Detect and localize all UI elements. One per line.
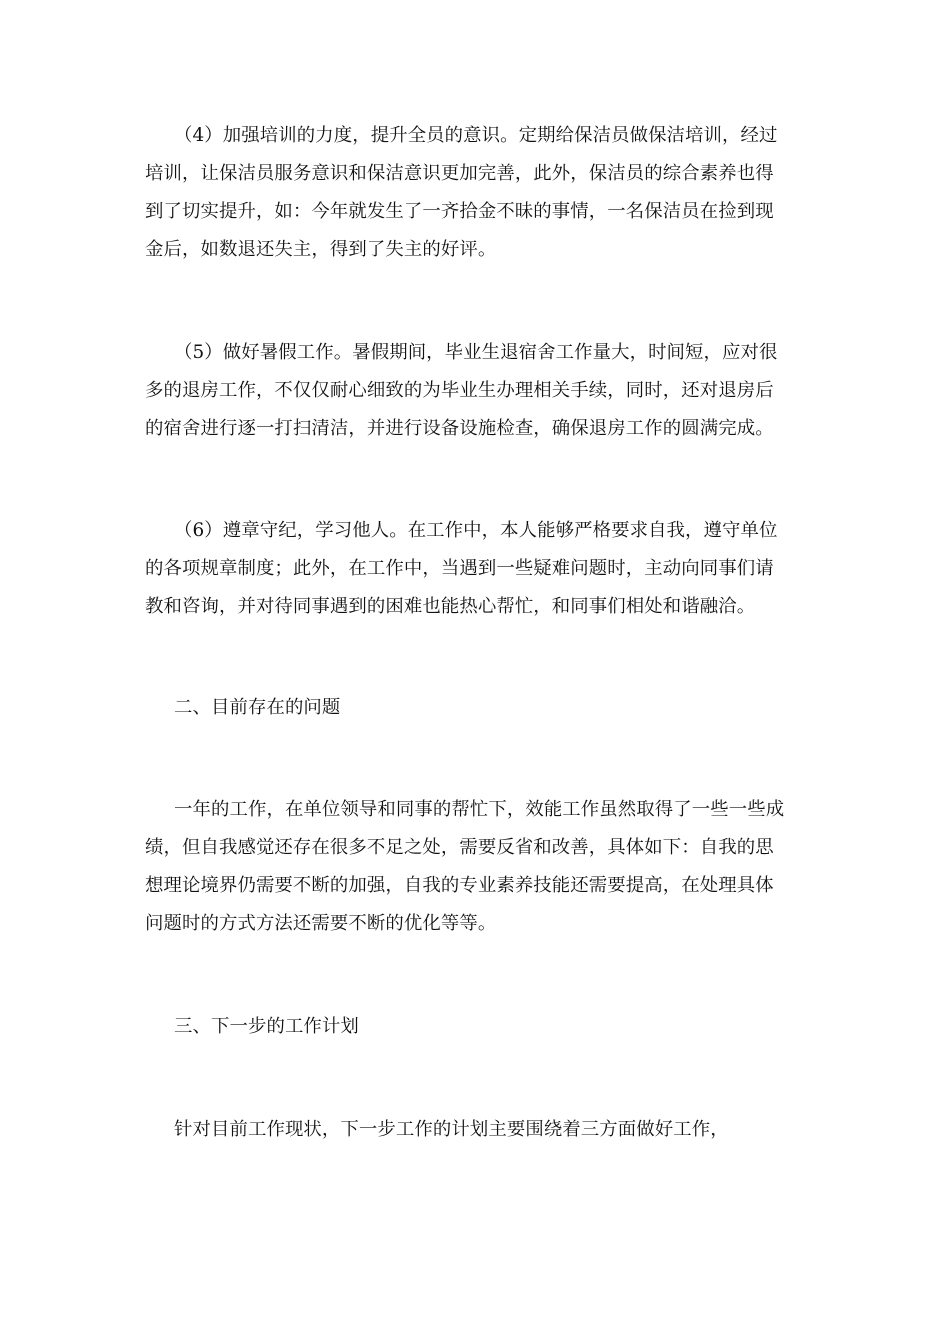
section-heading-plan <box>145 1008 820 1046</box>
paragraph-line: 教和咨询，并对待同事遇到的困难也能热心帮忙，和同事们相处和谐融洽。 <box>145 596 756 617</box>
paragraph-line: 培训，让保洁员服务意识和保洁意识更加完善，此外，保洁员的综合素养也得 <box>145 163 774 184</box>
paragraph-line: 多的退房工作，不仅仅耐心细致的为毕业生办理相关手续，同时，还对退房后 <box>145 380 774 401</box>
paragraph-line: （6）遵章守纪，学习他人。在工作中，本人能够严格要求自我，遵守单位 <box>174 520 778 541</box>
paragraph-line: 一年的工作，在单位领导和同事的帮忙下，效能工作虽然取得了一些一些成 <box>174 799 785 820</box>
paragraph-line: 的宿舍进行逐一打扫清洁，并进行设备设施检查，确保退房工作的圆满完成。 <box>145 418 774 439</box>
section-heading: 三、下一步的工作计划 <box>174 1016 359 1037</box>
paragraph-line: 针对目前工作现状，下一步工作的计划主要围绕着三方面做好工作， <box>174 1119 729 1140</box>
paragraph-line: 想理论境界仍需要不断的加强，自我的专业素养技能还需要提高，在处理具体 <box>145 875 774 896</box>
paragraph-line: 问题时的方式方法还需要不断的优化等等。 <box>145 913 497 934</box>
section-heading: 二、目前存在的问题 <box>174 697 341 718</box>
paragraph-line: 的各项规章制度；此外，在工作中，当遇到一些疑难问题时，主动向同事们请 <box>145 558 774 579</box>
paragraph-discipline <box>145 512 820 626</box>
paragraph-problems <box>145 791 820 943</box>
paragraph-line: 绩，但自我感觉还存在很多不足之处，需要反省和改善，具体如下：自我的思 <box>145 837 774 858</box>
paragraph-plan <box>145 1111 820 1149</box>
paragraph-line: 金后，如数退还失主，得到了失主的好评。 <box>145 239 497 260</box>
paragraph-line: （4）加强培训的力度，提升全员的意识。定期给保洁员做保洁培训，经过 <box>174 125 778 146</box>
paragraph-line: （5）做好暑假工作。暑假期间，毕业生退宿舍工作量大，时间短，应对很 <box>174 342 778 363</box>
paragraph-summer-work <box>145 334 820 448</box>
section-heading-problems <box>145 689 820 727</box>
paragraph-training <box>145 117 820 269</box>
paragraph-line: 到了切实提升，如：今年就发生了一齐拾金不昧的事情，一名保洁员在捡到现 <box>145 201 774 222</box>
